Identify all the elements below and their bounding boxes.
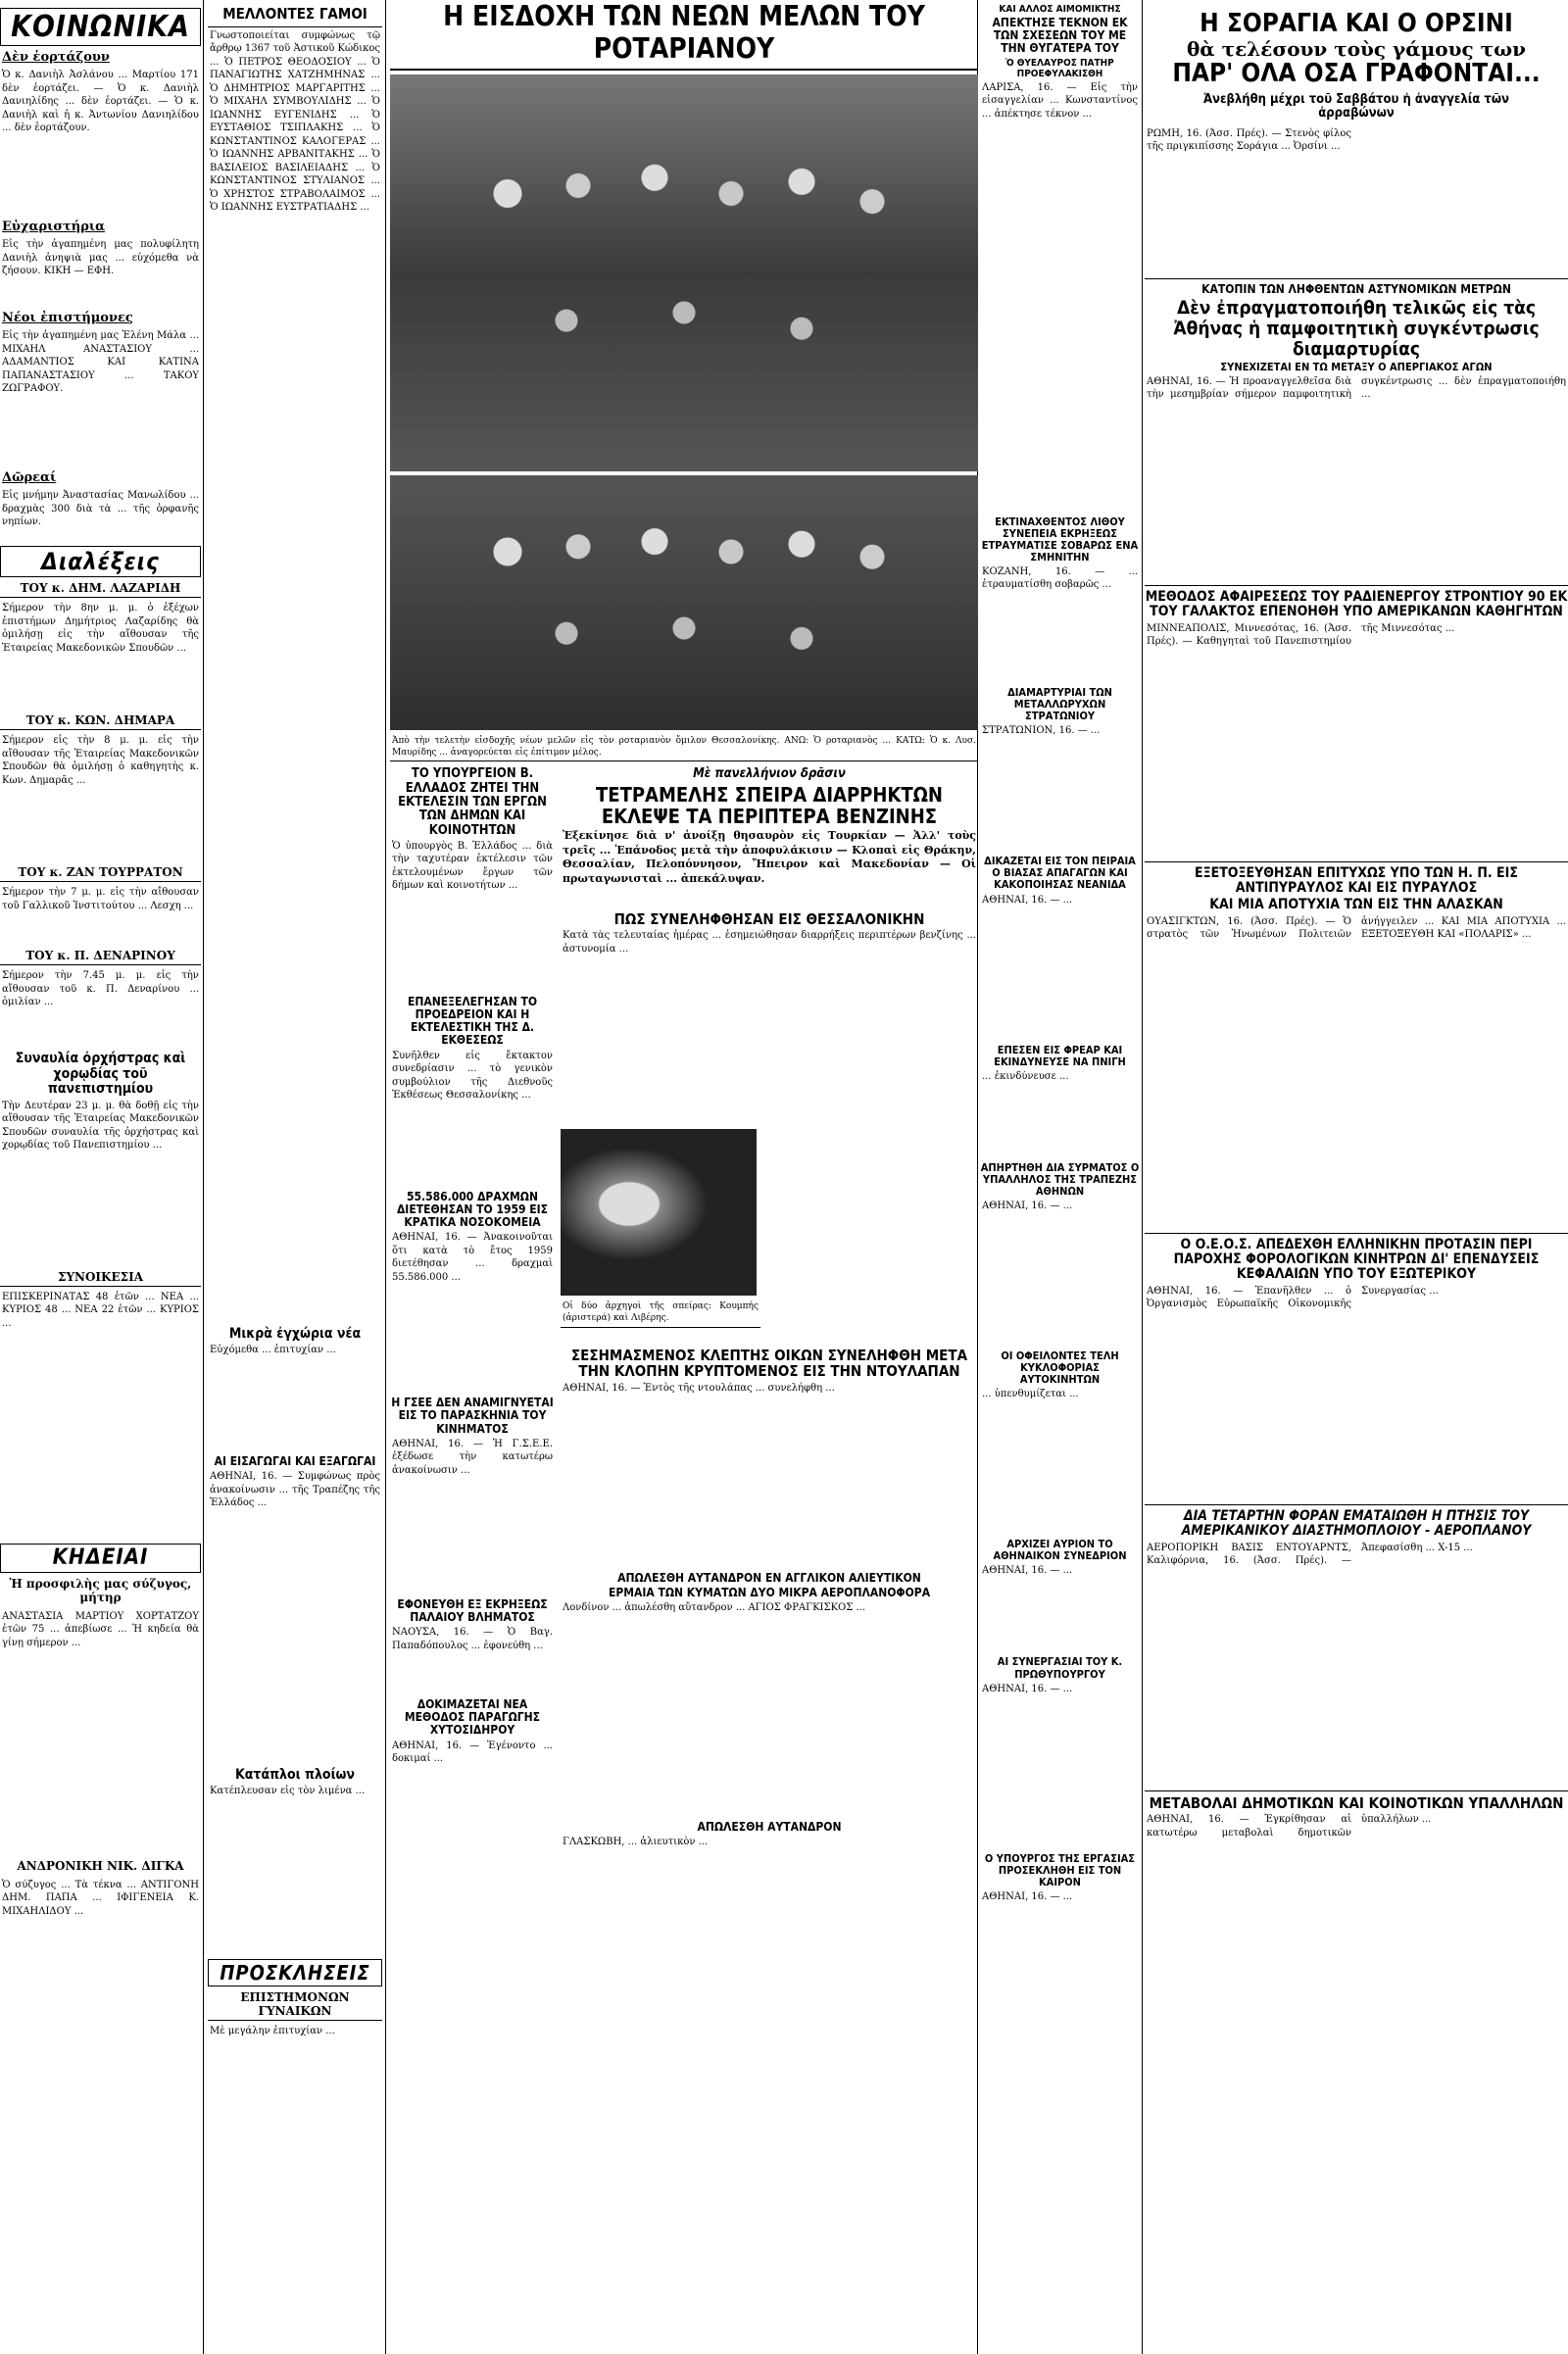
center-left-subcolumn	[390, 761, 555, 1898]
column-rule	[385, 0, 386, 2354]
lecture-body: Σήμερον τὴν 7.45 μ. μ. εἰς τὴν αἴθουσαν τοῦ κ. Π. Δεναρίνου ... ὁμιλίαν ...	[2, 970, 199, 1008]
officials-body: ΑΘΗΝΑΙ, 16. — Ἐγκρίθησαν αἱ κατωτέρω μεταβολαὶ δημοτικῶν ὑπαλλήλων ...	[1147, 1814, 1432, 1839]
column-rule	[1142, 0, 1143, 2354]
students-subhead: ΣΥΝΕΧΙΖΕΤΑΙ ΕΝ ΤΩ ΜΕΤΑΞΥ Ο ΑΠΕΡΓΙΑΚΟΣ ΑΓΩΝ	[1220, 360, 1493, 373]
missiles-body: ΟΥΑΣΙΓΚΤΩΝ, 16. (Ἀσσ. Πρές). — Ὁ στρατὸς τῶν Ἡνωμένων Πολιτειῶν ἀνήγγειλεν ... ΚΑΙ ΜΙΑ ΑΠΟΤΥΧΙΑ ... ΕΞΕΤΟΞΕΥΘΗ ΚΑΙ «ΠΟΛΑΡΙΣ» ...	[1147, 915, 1566, 941]
section-body: Εἰς τὴν ἀγαπημένη μας Ἑλένη Μάλα ... ΜΙΧΑΗΛ ΑΝΑΣΤΑΣΙΟΥ ... ΑΔΑΜΑΝΤΙΟΣ ΚΑΙ ΚΑΤΙΝΑ ΠΑΠΑΝΑΣΤΑΣΙΟΥ ... ΤΑΚΟΥ ΖΩΓΡΑΦΟΥ.	[2, 330, 199, 394]
burglary-headline: ΤΕΤΡΑΜΕΛΗΣ ΣΠΕΙΡΑ ΔΙΑΡΡΗΚΤΩΝ ΕΚΛΕΨΕ ΤΑ ΠΕΡΙΠΤΕΡΑ ΒΕΝΖΙΝΗΣ	[596, 782, 943, 828]
arrest-body: Κατὰ τὰς τελευταίας ἡμέρας ... ἐσημειώθησαν διαρρήξεις περιπτέρων βενζίνης ... ἀστυνομία ...	[563, 930, 976, 955]
shell-headline: ΕΦΟΝΕΥΘΗ ΕΞ ΕΚΡΗΞΕΩΣ ΠΑΛΑΙΟΥ ΒΛΗΜΑΤΟΣ	[397, 1596, 548, 1624]
local-news-title: Μικρὰ ἐγχώρια νέα	[228, 1325, 362, 1342]
hospitals-headline: 55.586.000 ΔΡΑΧΜΩΝ ΔΙΕΤΕΘΗΣΑΝ ΤΟ 1959 ΕΙΣ ΚΡΑΤΙΚΑ ΝΟΣΟΚΟΜΕΙΑ	[396, 1189, 549, 1229]
trawler-subhead: ΕΡΜΑΙΑ ΤΩΝ ΚΥΜΑΤΩΝ ΔΥΟ ΜΙΚΡΑ ΑΕΡΟΠΛΑΝΟΦΟΡΑ	[608, 1585, 931, 1599]
local-news-body: Εὐχόμεθα ... ἐπιτυχίαν ...	[210, 1344, 336, 1355]
shell-body: ΝΑΟΥΣΑ, 16. — Ὁ Βαγ. Παπαδόπουλος ... ἐφονεύθη ...	[392, 1627, 553, 1651]
incest-kicker: ΚΑΙ ΑΛΛΟΣ ΑΙΜΟΜΙΚΤΗΣ	[999, 4, 1121, 15]
section-title: Δὲν ἑορτάζουν	[2, 50, 110, 65]
funeral-body: ΑΝΑΣΤΑΣΙΑ ΜΑΡΤΙΟΥ ΧΟΡΤΑΤΖΟΥ ἐτῶν 75 ... ἀπεβίωσε ... Ἡ κηδεία θὰ γίνῃ σήμερον ...	[2, 1610, 199, 1648]
labour-headline: Ο ΥΠΟΥΡΓΟΣ ΤΗΣ ΕΡΓΑΣΙΑΣ ΠΡΟΣΕΚΛΗΘΗ ΕΙΣ ΤΟΝ ΚΑΙΡΟΝ	[984, 1851, 1136, 1888]
suspects-photo	[561, 1129, 757, 1296]
soraya-banner-2: θὰ τελέσουν τοὺς γάμους των	[1186, 36, 1527, 61]
funeral-body: Ὁ σύζυγος ... Τὰ τέκνα ... ΑΝΤΙΓΟΝΗ ΔΗΜ. ΠΑΠΑ ... ΙΦΙΓΕΝΕΙΑ Κ. ΜΙΧΑΗΛΙΔΟΥ ...	[2, 1879, 199, 1917]
students-kicker: ΚΑΤΟΠΙΝ ΤΩΝ ΛΗΦΘΕΝΤΩΝ ΑΣΤΥΝΟΜΙΚΩΝ ΜΕΤΡΩΝ	[1201, 281, 1511, 296]
miners-body: ΣΤΡΑΤΩΝΙΟΝ, 16. — ...	[982, 725, 1101, 737]
column-rule	[203, 0, 204, 2354]
well-headline: ΕΠΕΣΕΝ ΕΙΣ ΦΡΕΑΡ ΚΑΙ ΕΚΙΝΔΥΝΕΥΣΕ ΝΑ ΠΝΙΓΗ	[994, 1043, 1126, 1068]
incest-headline: ΑΠΕΚΤΗΣΕ ΤΕΚΝΟΝ ΕΚ ΤΩΝ ΣΧΕΣΕΩΝ ΤΟΥ ΜΕ ΤΗΝ ΘΥΓΑΤΕΡΑ ΤΟΥ	[992, 16, 1128, 56]
social-column	[0, 0, 201, 2354]
officials-headline: ΜΕΤΑΒΟΛΑΙ ΔΗΜΟΤΙΚΩΝ ΚΑΙ ΚΟΙΝΟΤΙΚΩΝ ΥΠΑΛΛΗΛΩΝ	[1149, 1793, 1564, 1812]
photo-caption: Ἀπὸ τὴν τελετὴν εἰσδοχῆς νέων μελῶν εἰς τὸν ροταριανὸν ὅμιλον Θεσσαλονίκης. ΑΝΩ: Ὁ ροταριανὸς ... ΚΑΤΩ: Ὁ κ. Λυσ. Μαυρίδης ... ἀναγορεύεται εἰς ἐπίτιμον μέλος.	[390, 734, 978, 761]
thief-body: ΑΘΗΝΑΙ, 16. — Ἐντὸς τῆς ντουλάπας ... συνελήφθη ...	[563, 1382, 835, 1394]
trawler-headline: ΑΠΩΛΕΣΘΗ ΑΥΤΑΝΔΡΟΝ ΕΝ ΑΓΓΛΙΚΟΝ ΑΛΙΕΥΤΙΚΟΝ	[617, 1570, 921, 1585]
bank-headline: ΑΠΗΡΤΗΘΗ ΔΙΑ ΣΥΡΜΑΤΟΣ Ο ΥΠΑΛΛΗΛΟΣ ΤΗΣ ΤΡΑΠΕΖΗΣ ΑΘΗΝΩΝ	[980, 1160, 1140, 1198]
divider	[1145, 1504, 1568, 1505]
iron-body: ΑΘΗΝΑΙ, 16. — Ἐγένοντο ... δοκιμαί ...	[392, 1740, 553, 1765]
weddings-title: ΜΕΛΛΟΝΤΕΣ ΓΑΜΟΙ	[208, 6, 382, 27]
hospitals-body: ΑΘΗΝΑΙ, 16. — Ἀνακοινοῦται ὅτι κατὰ τὸ ἔτος 1959 διετέθησαν ... δραχμαὶ 55.586.000 ...	[392, 1232, 553, 1283]
strontium-body: ΜΙΝΝΕΑΠΟΛΙΣ, Μιννεσότας, 16. (Ἀσσ. Πρές). — Καθηγηταὶ τοῦ Πανεπιστημίου τῆς Μιννεσότας ...	[1147, 622, 1455, 648]
soraya-banner: Η ΣΟΡΑΓΙΑ ΚΑΙ Ο ΟΡΣΙΝΙ	[1200, 9, 1513, 38]
iron-headline: ΔΟΚΙΜΑΖΕΤΑΙ ΝΕΑ ΜΕΘΟΔΟΣ ΠΑΡΑΓΩΓΗΣ ΧΥΤΟΣΙΔΗΡΟΥ	[404, 1697, 541, 1738]
students-body: ΑΘΗΝΑΙ, 16. — Ἡ προαναγγελθεῖσα διὰ τὴν μεσημβρίαν σήμερον παμφοιτητικὴ συγκέντρωσις ... δὲν ἐπραγματοποιήθη ...	[1147, 375, 1566, 401]
congress-body: ΑΘΗΝΑΙ, 16. — ...	[982, 1565, 1073, 1577]
funeral-heading: Ἡ προσφιλὴς μας σύζυγος, μήτηρ	[9, 1576, 192, 1604]
imports-body: ΑΘΗΝΑΙ, 16. — Συμφώνως πρὸς ἀνακοίνωσιν ... τῆς Τραπέζης τῆς Ἑλλάδος ...	[210, 1471, 380, 1509]
vehicles-headline: ΟΙ ΟΦΕΙΛΟΝΤΕΣ ΤΕΛΗ ΚΥΚΛΟΦΟΡΙΑΣ ΑΥΤΟΚΙΝΗΤΩΝ	[1001, 1349, 1119, 1387]
incest-subhead: Ὁ ΘΥΕΛΑΥΡΟΣ ΠΑΤΗΡ ΠΡΟΕΦΥΛΑΚΙΣΘΗ	[1005, 57, 1114, 79]
ministry-body: Ὁ ὑπουργὸς Β. Ἑλλάδος ... διὰ τὴν ταχυτέραν ἐκτέλεσιν τῶν ἐκτελουμένων ἔργων τῶν δήμων καὶ κοινοτήτων ...	[392, 840, 553, 892]
divider	[1145, 278, 1568, 279]
divider	[1145, 1233, 1568, 1234]
labour-body: ΑΘΗΝΑΙ, 16. — ...	[982, 1890, 1073, 1902]
missiles-subhead: ΚΑΙ ΜΙΑ ΑΠΟΤΥΧΙΑ ΤΩΝ ΕΙΣ ΤΗΝ ΑΛΑΣΚΑΝ	[1209, 897, 1503, 913]
rotary-banner: Η ΕΙΣΔΟΧΗ ΤΩΝ ΝΕΩΝ ΜΕΛΩΝ ΤΟΥ ΡΟΤΑΡΙΑΝΟΥ	[390, 0, 978, 71]
rotary-photo-top	[390, 74, 978, 471]
soraya-deck: Ἀνεβλήθη μέχρι τοῦ Σαββάτου ἡ ἀναγγελία τῶν ἀρραβώνων	[1202, 92, 1509, 122]
section-title: Δῶρεαί	[2, 470, 57, 485]
fair-headline: ΕΠΑΝΕΞΕΛΕΓΗΣΑΝ ΤΟ ΠΡΟΕΔΡΕΙΟΝ ΚΑΙ Η ΕΚΤΕΛΕΣΤΙΚΗ ΤΗΣ Δ. ΕΚΘΕΣΕΩΣ	[407, 994, 538, 1048]
invitations-body: Μὲ μεγάλην ἐπιτυχίαν ...	[210, 2026, 335, 2037]
gsee-headline: Η ΓΣΕΕ ΔΕΝ ΑΝΑΜΙΓΝΥΕΤΑΙ ΕΙΣ ΤΟ ΠΑΡΑΣΚΗΝΙΑ ΤΟΥ ΚΙΝΗΜΑΤΟΣ	[391, 1396, 554, 1436]
lost-headline: ΑΠΩΛΕΣΘΗ ΑΥΤΑΝΔΡΟΝ	[697, 1819, 842, 1834]
trawler-body: Λονδίνον ... ἀπωλέσθη αὔτανδρον ... ΑΓΙΟΣ ΦΡΑΓΚΙΣΚΟΣ ...	[563, 1601, 866, 1613]
cohabitation-heading: ΣΥΝΟΙΚΕΣΙΑ	[0, 1270, 201, 1287]
section-body: Εἰς τὴν ἀγαπημένη μας πολυφίλητη Δανιὴλ ἀνηψιὰ μας ... εὐχόμεθα νὰ ζήσουν. ΚΙΚΗ — ΕΦΗ.	[2, 239, 199, 276]
trial-headline: ΔΙΚΑΖΕΤΑΙ ΕΙΣ ΤΟΝ ΠΕΙΡΑΙΑ Ο ΒΙΑΣΑΣ ΑΠΑΓΑΓΩΝ ΚΑΙ ΚΑΚΟΠΟΙΗΣΑΣ ΝΕΑΝΙΔΑ	[984, 855, 1136, 892]
miners-headline: ΔΙΑΜΑΡΤΥΡΙΑΙ ΤΩΝ ΜΕΤΑΛΛΩΡΥΧΩΝ ΣΤΡΑΤΩΝΙΟΥ	[1007, 685, 1112, 723]
congress-headline: ΑΡΧΙΖΕΙ ΑΥΡΙΟΝ ΤΟ ΑΘΗΝΑΙΚΟΝ ΣΥΝΕΔΡΙΟΝ	[993, 1538, 1127, 1563]
explosion-body: ΚΟΖΑΝΗ, 16. — ... ἐτραυματίσθη σοβαρῶς ...	[982, 565, 1138, 591]
suspects-caption: Οἱ δύο ἀρχηγοὶ τῆς σπείρας: Κουμπής (ἀριστερά) καὶ Λιβέρης.	[561, 1300, 760, 1327]
right-column	[1145, 0, 1568, 2354]
soraya-banner-3: ΠΑΡ' ΟΛΑ ΟΣΑ ΓΡΑΦΟΝΤΑΙ...	[1172, 58, 1541, 88]
center-subgrid	[390, 761, 978, 1898]
center-right-subcolumn	[561, 761, 978, 1898]
weddings-body: Γνωστοποιείται συμφώνως τῷ ἄρθρῳ 1367 τοῦ Ἀστικοῦ Κώδικος ... Ὁ ΠΕΤΡΟΣ ΘΕΟΔΟΣΙΟΥ ... Ὁ ΠΑΝΑΓΙΩΤΗΣ ΧΑΤΖΗΜΗΝΑΣ ... Ὁ ΔΗΜΗΤΡΙΟΣ ΜΑΡΓΑΡΙΤΗΣ ... Ὁ ΜΙΧΑΗΛ ΣΥΜΒΟΥΛΙΔΗΣ ... Ὁ ΙΩΑΝΝΗΣ ΕΥΓΕΝΙΔΗΣ ... Ὁ ΕΥΣΤΑΘΙΟΣ ΤΣΙΠΛΑΚΗΣ ... Ὁ ΚΩΝΣΤΑΝΤΙΝΟΣ ΚΑΛΟΓΕΡΑΣ ... Ὁ ΙΩΑΝΝΗΣ ΑΡΒΑΝΙΤΑΚΗΣ ... Ὁ ΒΑΣΙΛΕΙΟΣ ΒΑΣΙΛΕΙΑΔΗΣ ... Ὁ ΚΩΝΣΤΑΝΤΙΝΟΣ ΣΤΥΛΙΑΝΟΣ ... Ὁ ΧΡΗΣΤΟΣ ΣΤΡΑΒΟΛΑΙΜΟΣ ... Ὁ ΙΩΑΝΝΗΣ ΕΥΣΤΡΑΤΙΑΔΗΣ ...	[210, 29, 380, 213]
funerals-masthead: ΚΗΔΕΙΑΙ	[0, 1544, 201, 1573]
oeec-headline: Ο Ο.Ε.Ο.Σ. ΑΠΕΔΕΧΘΗ ΕΛΛΗΝΙΚΗΝ ΠΡΟΤΑΣΙΝ ΠΕΡΙ ΠΑΡΟΧΗΣ ΦΟΡΟΛΟΓΙΚΩΝ ΚΙΝΗΤΡΩΝ ΔΙ' ΕΠΕΝΔΥΣΕΙΣ ΚΕΦΑΛΑΙΩΝ ΥΠΟ ΤΟΥ ΕΞΩΤΕΡΙΚΟΥ	[1173, 1236, 1540, 1283]
ship-arrivals-title: Κατάπλοι πλοίων	[234, 1767, 356, 1784]
ship-arrivals-body: Κατέπλευσαν εἰς τὸν λιμένα ...	[210, 1786, 366, 1797]
students-headline: Δὲν ἐπραγματοποιήθη τελικῶς εἰς τὰς Ἀθήνας ἡ παμφοιτητικὴ συγκέντρωσις διαμαρτυρίας	[1173, 296, 1540, 360]
social-masthead: ΚΟΙΝΩΝΙΚΑ	[0, 8, 201, 46]
cohabitation-body: ΕΠΙΣΚΕΡΙΝΑΤΑΣ 48 ἐτῶν ... ΝΕΑ ... ΚΥΡΙΟΣ 48 ... ΝΕΑ 22 ἐτῶν ... ΚΥΡΙΟΣ ...	[2, 1291, 199, 1329]
section-body: Εἰς μνήμην Ἀναστασίας Μανωλίδου ... δραχμὰς 300 διὰ τὰ ... τῆς ὀρφανῆς νηπίων.	[2, 490, 199, 527]
fair-body: Συνῆλθεν εἰς ἔκτακτον συνεδρίασιν ... τὸ γενικὸν συμβούλιον τῆς Διεθνοῦς Ἐκθέσεως Θεσσαλονίκης ...	[392, 1050, 553, 1102]
section-title: Νέοι ἐπιστήμονες	[2, 311, 133, 325]
x15-headline: ΔΙΑ ΤΕΤΑΡΤΗΝ ΦΟΡΑΝ ΕΜΑΤΑΙΩΘΗ Η ΠΤΗΣΙΣ ΤΟΥ ΑΜΕΡΙΚΑΝΙΚΟΥ ΔΙΑΣΤΗΜΟΠΛΟΙΟΥ - ΑΕΡΟΠΛΑΝΟΥ	[1181, 1507, 1532, 1540]
gsee-body: ΑΘΗΝΑΙ, 16. — Ἡ Γ.Σ.Ε.Ε. ἐξέδωσε τὴν κατωτέρω ἀνακοίνωσιν ...	[392, 1438, 553, 1476]
weddings-column	[208, 0, 382, 2354]
incest-body: ΛΑΡΙΣΑ, 16. — Εἰς τὴν εἰσαγγελίαν ... Κωνσταντίνος ... ἀπέκτησε τέκνον ...	[982, 81, 1138, 120]
lecture-body: Σήμερον τὴν 8ην μ. μ. ὁ ἐξέχων ἐπιστήμων Δημήτριος Λαζαρίδης θὰ ὁμιλήσῃ εἰς τὴν αἴθουσαν τῆς Ἑταιρείας Μακεδονικῶν Σπουδῶν ...	[2, 603, 199, 654]
soraya-body: ΡΩΜΗ, 16. (Ἀσσ. Πρές). — Στενὸς φίλος τῆς πριγκιπίσσης Σοράγια ... Ὀρσίνι ...	[1147, 127, 1351, 153]
imports-title: ΑΙ ΕΙΣΑΓΩΓΑΙ ΚΑΙ ΕΞΑΓΩΓΑΙ	[214, 1453, 376, 1468]
bank-body: ΑΘΗΝΑΙ, 16. — ...	[982, 1200, 1073, 1211]
vehicles-body: ... ὑπενθυμίζεται ...	[982, 1389, 1079, 1400]
section-body: Ὁ κ. Δανιὴλ Ἀσλάνου ... Μαρτίου 171 δὲν ἑορτάζει. — Ὁ κ. Δανιὴλ Δανιηλίδης ... δὲν ἑορτάζει. — Ὁ κ. Δανιὴλ καὶ ἡ κ. Ἀντωνίου Δανιηλίδου ... δὲν ἑορτάζουν.	[2, 70, 199, 133]
lost-body: ΓΛΑΣΚΩΒΗ, ... ἀλιευτικὸν ...	[563, 1837, 709, 1848]
divider	[1145, 1790, 1568, 1791]
burglary-deck: Ἐξεκίνησε διὰ ν' ἀνοίξῃ θησαυρὸν εἰς Τουρκίαν — Ἀλλ' τοὺς τρεῖς ... Ἐπάνοδος μετὰ τὴν ἀποφυλάκισιν — Κλοπαὶ εἰς Θράκην, Θεσσαλίαν, Πελοπόννησον, Ἤπειρον καὶ Μακεδονίαν — Οἱ πρωταγωνισταὶ ... ἀπεκάλυψαν.	[563, 828, 976, 886]
strontium-headline: ΜΕΘΟΔΟΣ ΑΦΑΙΡΕΣΕΩΣ ΤΟΥ ΡΑΔΙΕΝΕΡΓΟΥ ΣΤΡΟΝΤΙΟΥ 90 ΕΚ ΤΟΥ ΓΑΛΑΚΤΟΣ ΕΠΕΝΟΗΘΗ ΥΠΟ ΑΜΕΡΙΚΑΝΩΝ ΚΑΘΗΓΗΤΩΝ	[1145, 588, 1568, 620]
x15-body: ΑΕΡΟΠΟΡΙΚΗ ΒΑΣΙΣ ΕΝΤΟΥΑΡΝΤΣ, Καλιφόρνια, 16. (Ἀσσ. Πρές). — Ἀπεφασίσθη ... X-15 ...	[1147, 1542, 1473, 1567]
concert-heading: Συναυλία ὀρχήστρας καὶ χορῳδίας τοῦ πανεπιστημίου	[15, 1051, 186, 1098]
lectures-masthead: Διαλέξεις	[0, 546, 201, 577]
pm-headline: ΑΙ ΣΥΝΕΡΓΑΣΙΑΙ ΤΟΥ Κ. ΠΡΩΘΥΠΟΥΡΓΟΥ	[997, 1655, 1123, 1681]
invitations-masthead: ΠΡΟΣΚΛΗΣΕΙΣ	[208, 1959, 382, 1986]
pm-body: ΑΘΗΝΑΙ, 16. — ...	[982, 1683, 1073, 1694]
ministry-headline: ΤΟ ΥΠΟΥΡΓΕΙΟΝ Β. ΕΛΛΑΔΟΣ ΖΗΤΕΙ ΤΗΝ ΕΚΤΕΛΕΣΙΝ ΤΩΝ ΕΡΓΩΝ ΤΩΝ ΔΗΜΩΝ ΚΑΙ ΚΟΙΝΟΤΗΤΩΝ	[398, 766, 547, 838]
lecture-body: Σήμερον τὴν 7 μ. μ. εἰς τὴν αἴθουσαν τοῦ Γαλλικοῦ Ἰνστιτούτου ... Λεσχη ...	[2, 887, 199, 911]
trial-body: ΑΘΗΝΑΙ, 16. — ...	[982, 894, 1073, 906]
center-column	[390, 0, 978, 2354]
missiles-headline: ΕΞΕΤΟΞΕΥΘΗΣΑΝ ΕΠΙΤΥΧΩΣ ΥΠΟ ΤΩΝ Η. Π. ΕΙΣ ΑΝΤΙΠΥΡΑΥΛΟΣ ΚΑΙ ΕΙΣ ΠΥΡΑΥΛΟΣ	[1195, 864, 1518, 896]
well-body: ... ἐκινδύνευσε ...	[982, 1070, 1069, 1082]
lecture-heading: ΤΟΥ κ. Π. ΔΕΝΑΡΙΝΟΥ	[0, 949, 201, 965]
divider	[1145, 861, 1568, 862]
invitations-heading: ΕΠΙΣΤΗΜΟΝΩΝ ΓΥΝΑΙΚΩΝ	[208, 1990, 382, 2021]
concert-body: Τὴν Δευτέραν 23 μ. μ. θὰ δοθῇ εἰς τὴν αἴθουσαν τῆς Ἑταιρείας Μακεδονικῶν Σπουδῶν συναυλία τῆς ὀρχήστρας καὶ χορῳδίας τοῦ Πανεπιστημίου ...	[2, 1100, 199, 1152]
funeral-heading: ΑΝΔΡΟΝΙΚΗ ΝΙΚ. ΔΙΓΚΑ	[17, 1858, 184, 1873]
lecture-body: Σήμερον εἰς τὴν 8 μ. μ. εἰς τὴν αἴθουσαν τῆς Ἑταιρείας Μακεδονικῶν Σπουδῶν θὰ ὁμιλήσῃ ὁ καθηγητὴς κ. Κων. Δημαρᾶς ...	[2, 735, 199, 786]
burglary-kicker: Μὲ πανελλήνιον δρᾶσιν	[693, 766, 846, 782]
oeec-body: ΑΘΗΝΑΙ, 16. — Ἐπανῆλθεν ... ὁ Ὀργανισμὸς Εὐρωπαϊκῆς Οἰκονομικῆς Συνεργασίας ...	[1147, 1285, 1439, 1310]
thief-headline: ΣΕΣΗΜΑΣΜΕΝΟΣ ΚΛΕΠΤΗΣ ΟΙΚΩΝ ΣΥΝΕΛΗΦΘΗ ΜΕΤΑ ΤΗΝ ΚΛΟΠΗΝ ΚΡΥΠΤΟΜΕΝΟΣ ΕΙΣ ΤΗΝ ΝΤΟΥΛΑΠΑΝ	[570, 1346, 968, 1381]
section-title: Εὐχαριστήρια	[2, 220, 106, 234]
lecture-heading: ΤΟΥ κ. ΚΩΝ. ΔΗΜΑΡΑ	[0, 713, 201, 730]
explosion-headline: ΕΚΤΙΝΑΧΘΕΝΤΟΣ ΛΙΘΟΥ ΣΥΝΕΠΕΙΑ ΕΚΡΗΞΕΩΣ ΕΤΡΑΥΜΑΤΙΣΕ ΣΟΒΑΡΩΣ ΕΝΑ ΣΜΗΝΙΤΗΝ	[981, 515, 1139, 564]
rotary-photo-bottom	[390, 475, 978, 730]
divider	[1145, 585, 1568, 586]
arrest-headline: ΠΩΣ ΣΥΝΕΛΗΦΘΗΣΑΝ ΕΙΣ ΘΕΣΣΑΛΟΝΙΚΗΝ	[613, 909, 925, 928]
lecture-heading: ΤΟΥ κ. ΖΑΝ ΤΟΥΡΡΑΤΟΝ	[0, 865, 201, 882]
news-column	[980, 0, 1140, 2354]
lecture-heading: ΤΟΥ κ. ΔΗΜ. ΛΑΖΑΡΙΔΗ	[0, 581, 201, 598]
